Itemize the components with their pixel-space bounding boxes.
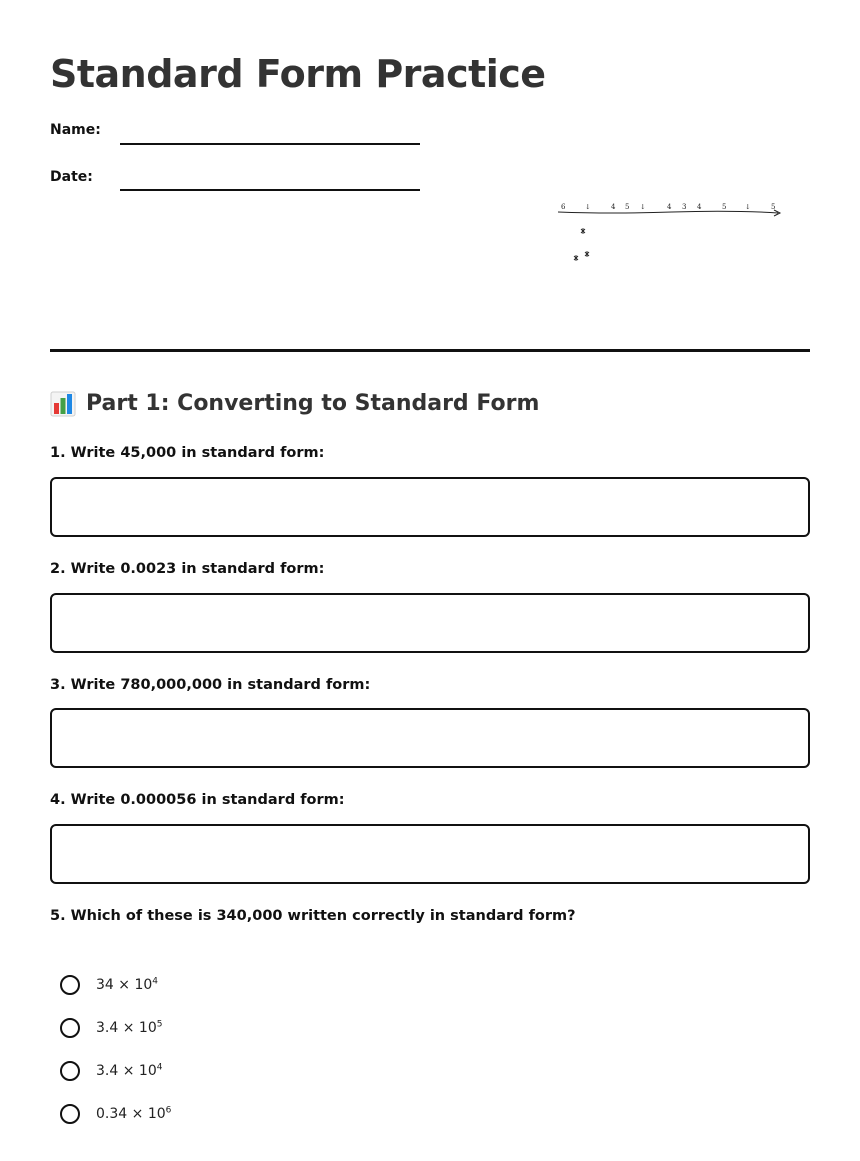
option-base: 10 <box>138 1063 157 1079</box>
mcq-option-4[interactable] <box>60 1101 171 1127</box>
scribble-mark: ↓ <box>585 203 591 211</box>
radio-button[interactable] <box>60 1018 80 1038</box>
option-times: × <box>122 1020 135 1036</box>
mcq-option-2[interactable] <box>60 1015 162 1041</box>
scribble-mark: ↓ <box>745 203 751 211</box>
radio-button[interactable] <box>60 1061 80 1081</box>
option-mantissa: 3.4 <box>96 1063 119 1079</box>
page-title: Standard Form Practice <box>50 52 546 96</box>
question-4-label: 4. Write 0.000056 in standard form: <box>50 792 345 808</box>
question-1-label: 1. Write 45,000 in standard form: <box>50 445 325 461</box>
scribble-mark: 6 <box>561 203 566 211</box>
option-exponent: 5 <box>156 1019 163 1030</box>
section-divider <box>50 349 810 352</box>
mcq-option-label <box>96 1106 171 1122</box>
option-base: 10 <box>138 1020 157 1036</box>
question-3-answer-input[interactable] <box>50 708 810 768</box>
mcq-option-label <box>96 1063 162 1079</box>
option-exponent: 4 <box>152 976 159 987</box>
name-label: Name: <box>50 122 101 138</box>
scribble-mark: 4 <box>667 203 672 211</box>
radio-button[interactable] <box>60 975 80 995</box>
option-mantissa: 34 <box>96 977 114 993</box>
option-exponent: 6 <box>165 1105 172 1116</box>
option-base: 10 <box>147 1106 166 1122</box>
option-base: 10 <box>134 977 153 993</box>
scribble-mark: 5 <box>771 203 776 211</box>
radio-button[interactable] <box>60 1104 80 1124</box>
question-5-label: 5. Which of these is 340,000 written correctly in standard form? <box>50 908 576 924</box>
date-field-line[interactable] <box>120 189 420 191</box>
option-mantissa: 0.34 <box>96 1106 128 1122</box>
option-times: × <box>118 977 131 993</box>
scribble-mark: 4 <box>697 203 702 211</box>
option-times: × <box>122 1063 135 1079</box>
question-4-answer-input[interactable] <box>50 824 810 884</box>
scribble-mark: 5 <box>625 203 630 211</box>
option-mantissa: 3.4 <box>96 1020 119 1036</box>
scribble-mark: 4 <box>611 203 616 211</box>
name-field-line[interactable] <box>120 143 420 145</box>
question-3-label: 3. Write 780,000,000 in standard form: <box>50 677 371 693</box>
scribble-mark: ↓ <box>640 203 646 211</box>
question-2-label: 2. Write 0.0023 in standard form: <box>50 561 325 577</box>
section-heading-text: Part 1: Converting to Standard Form <box>86 391 540 416</box>
handwritten-scribble <box>552 196 792 276</box>
section-heading-part-1 <box>50 388 539 420</box>
mcq-option-1[interactable] <box>60 972 158 998</box>
question-1-answer-input[interactable] <box>50 477 810 537</box>
mcq-option-label <box>96 977 158 993</box>
mcq-option-3[interactable] <box>60 1058 162 1084</box>
option-times: × <box>131 1106 144 1122</box>
question-2-answer-input[interactable] <box>50 593 810 653</box>
scribble-mark: 5 <box>722 203 727 211</box>
mcq-option-label <box>96 1020 162 1036</box>
date-label: Date: <box>50 169 93 185</box>
bar-chart-icon <box>50 391 76 417</box>
option-exponent: 4 <box>156 1062 163 1073</box>
scribble-mark: 3 <box>682 203 687 211</box>
